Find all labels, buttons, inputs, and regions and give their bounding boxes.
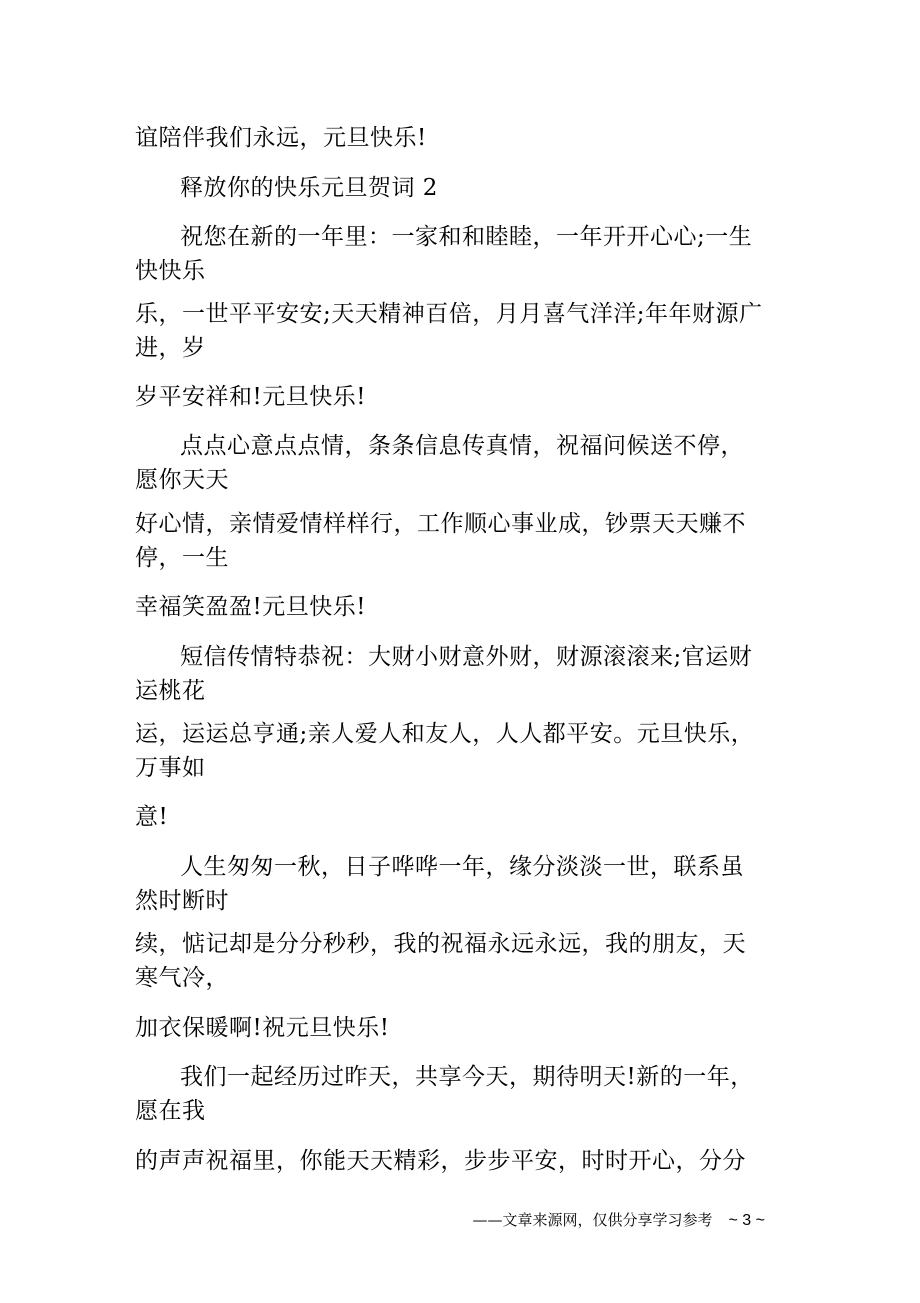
text-line: 人生匆匆一秋，日子哗哗一年，缘分淡淡一世，联系虽 [180, 854, 744, 880]
text-line: 愿在我 [135, 1098, 206, 1124]
text-line: 停，一生 [135, 545, 229, 571]
section-heading: 释放你的快乐元旦贺词 2 [180, 175, 438, 201]
page-footer [473, 1210, 766, 1231]
text-line: 短信传情特恭祝：大财小财意外财，财源滚滚来;官运财 [180, 644, 753, 670]
text-line: 寒气冷， [135, 965, 229, 991]
text-line: 万事如 [135, 755, 206, 781]
text-line: 意! [135, 804, 169, 830]
text-line: 运桃花 [135, 678, 206, 704]
text-line: 进，岁 [135, 335, 206, 361]
text-line: 快快乐 [135, 258, 206, 284]
text-line: 好心情，亲情爱情样样行，工作顺心事业成，钞票天天赚不 [135, 511, 746, 537]
text-line: 续，惦记却是分分秒秒，我的祝福永远永远，我的朋友，天 [135, 931, 746, 957]
footer-source-note: ——文章来源网，仅供分享学习参考 [472, 1211, 713, 1229]
text-line: 加衣保暖啊!祝元旦快乐! [135, 1015, 390, 1041]
text-line: 岁平安祥和!元旦快乐! [135, 384, 366, 410]
text-line: 祝您在新的一年里：一家和和睦睦，一年开开心心;一生 [180, 224, 753, 250]
text-line: 我们一起经历过昨天，共享今天，期待明天!新的一年， [180, 1064, 754, 1090]
text-line: 点点心意点点情，条条信息传真情，祝福问候送不停， [180, 433, 744, 459]
page-number: ~ 3 ~ [728, 1212, 765, 1229]
text-line: 运，运运总亨通;亲人爱人和友人，人人都平安。元旦快乐， [135, 721, 755, 747]
text-line: 幸福笑盈盈!元旦快乐! [135, 594, 366, 620]
text-line: 乐，一世平平安安;天天精神百倍，月月喜气洋洋;年年财源广 [135, 301, 763, 327]
text-line: 然时断时 [135, 888, 229, 914]
text-line: 愿你天天 [135, 467, 229, 493]
text-line: 谊陪伴我们永远，元旦快乐! [135, 125, 427, 151]
text-line: 的声声祝福里，你能天天精彩，步步平安，时时开心，分分 [135, 1148, 746, 1174]
